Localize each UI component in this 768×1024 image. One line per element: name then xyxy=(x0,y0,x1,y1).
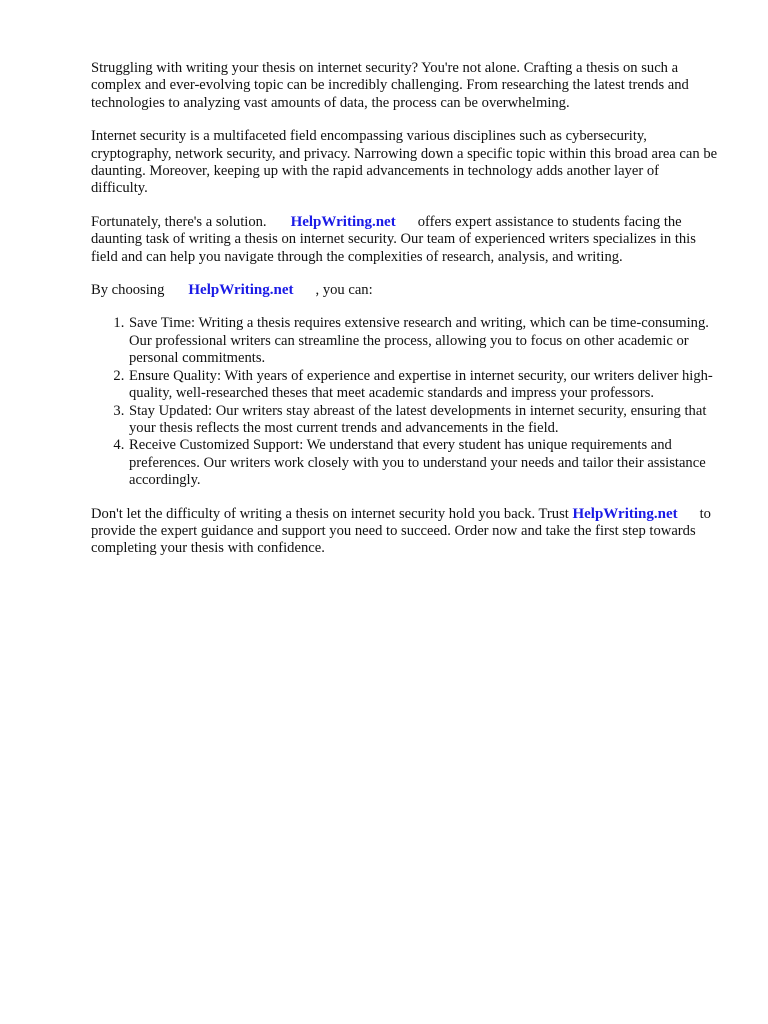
closing-text-after: to provide the expert guidance and support you need to succeed. Order now and take the first step towards completing your thesis with confidence. xyxy=(91,505,711,557)
solution-text-after: offers expert assistance to students facing the daunting task of writing a thesis on internet security. Our team of experienced writers specializes in this field and can help you navigate through the complexities of research, analysis, and writing. xyxy=(91,213,696,265)
helpwriting-link-3[interactable]: HelpWriting.net xyxy=(572,505,678,522)
closing-text-before: Don't let the difficulty of writing a thesis on internet security hold you back. Trust xyxy=(91,505,569,522)
choosing-paragraph xyxy=(91,282,719,299)
solution-paragraph xyxy=(91,214,719,266)
list-item: 1. Save Time: Writing a thesis requires extensive research and writing, which can be time-consuming. Our professional writers can streamline the process, allowing you to focus on other academic or personal commitments. xyxy=(128,315,719,367)
choosing-text-before: By choosing xyxy=(91,282,165,299)
benefits-list xyxy=(91,315,719,489)
choosing-text-after: , you can: xyxy=(315,282,373,299)
intro-paragraph: Struggling with writing your thesis on internet security? You're not alone. Crafting a thesis on such a complex and ever-evolving topic can be incredibly challenging. From researching the latest trends and technologies to analyzing vast amounts of data, the process can be overwhelming. xyxy=(91,60,689,111)
list-item: 4. Receive Customized Support: We understand that every student has unique requirements and preferences. Our writers work closely with you to understand your needs and tailor their assistance accordingly. xyxy=(128,437,719,489)
list-item: 3. Stay Updated: Our writers stay abreast of the latest developments in internet security, ensuring that your thesis reflects the most current trends and advancements in the field. xyxy=(128,403,719,438)
document-body xyxy=(91,60,719,574)
closing-paragraph xyxy=(91,506,719,558)
list-item: 2. Ensure Quality: With years of experience and expertise in internet security, our writers deliver high-quality, well-researched theses that meet academic standards and impress your professors. xyxy=(128,368,719,403)
helpwriting-link-1[interactable]: HelpWriting.net xyxy=(290,213,396,230)
field-paragraph: Internet security is a multifaceted field encompassing various disciplines such as cybersecurity, cryptography, network security, and privacy. Narrowing down a specific topic within this broad area can be daunting. Moreover, keeping up with the rapid advancements in technology adds another layer of difficulty. xyxy=(91,128,718,197)
helpwriting-link-2[interactable]: HelpWriting.net xyxy=(188,282,294,299)
solution-text-before: Fortunately, there's a solution. xyxy=(91,213,267,230)
